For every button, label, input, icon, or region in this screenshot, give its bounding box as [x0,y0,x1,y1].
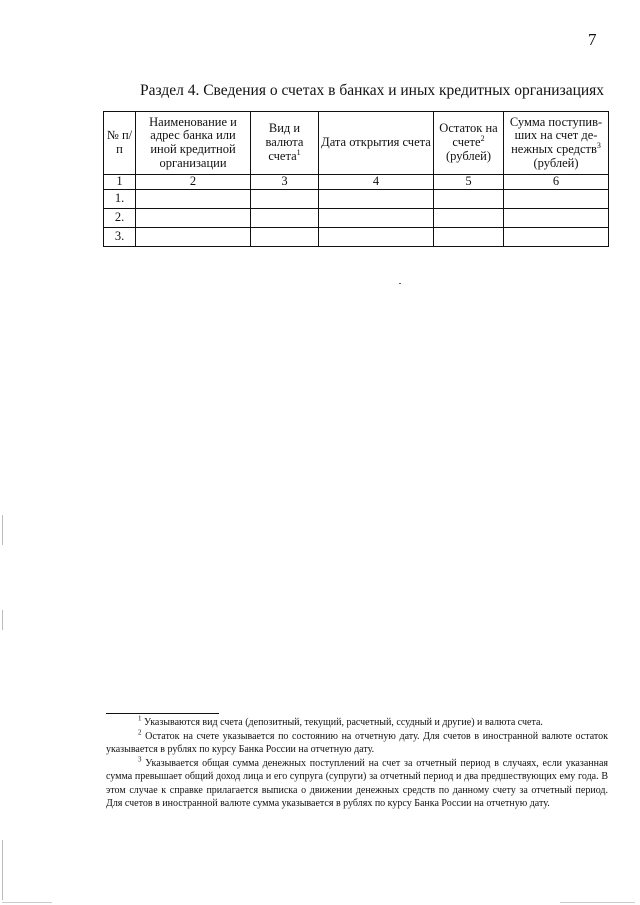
section-title: Раздел 4. Сведения о счетах в банках и иных кредитных организациях [140,82,605,99]
header-col-account-type: Вид и валюта счета$^1$ [251,112,319,175]
cell-open-date[interactable] [319,190,434,209]
cell-open-date[interactable] [319,209,434,228]
scan-artifact [2,515,3,545]
header-col-balance: Остаток на счете$^2$ (рублей) [434,112,504,175]
header-col-bank-name: Наименование и адрес банка или иной кредитной организации [136,112,251,175]
footnote-ref-3: 3 [596,140,601,150]
header-col-sum-received: Сумма поступив-ших на счет де-нежных средств$^3$ (рублей) [504,112,609,175]
footnote-2: $^2$ Остаток на счете указывается по состоянию на отчетную дату. Для счетов в иностранной валюте остаток указывается в рублях по курсу Банка России на отчетную дату. [106,728,609,755]
cell-sum-received[interactable] [504,209,609,228]
footnotes [106,716,608,811]
header-col-number: № п/п [104,112,136,175]
row-index: 2. [104,209,136,228]
cell-bank-name[interactable] [136,209,251,228]
column-number: 5 [434,175,504,190]
cell-bank-name[interactable] [136,228,251,247]
row-index: 1. [104,190,136,209]
footnote-ref-1: 1 [296,147,301,157]
cell-account-type[interactable] [251,190,319,209]
scan-artifact [2,840,3,900]
header-col-open-date: Дата открытия счета [319,112,434,175]
cell-account-type[interactable] [251,228,319,247]
scan-artifact [560,902,635,903]
scan-speck [399,283,401,284]
scan-artifact [2,610,3,630]
footnote-1: $^1$ Указываются вид счета (депозитный, текущий, расчетный, ссудный и другие) и валюта счета. [138,714,543,728]
table-row [104,209,609,228]
cell-bank-name[interactable] [136,190,251,209]
column-number: 2 [136,175,251,190]
table-row [104,190,609,209]
scan-artifact [2,902,52,903]
cell-open-date[interactable] [319,228,434,247]
cell-balance[interactable] [434,209,504,228]
column-number: 4 [319,175,434,190]
cell-balance[interactable] [434,228,504,247]
cell-sum-received[interactable] [504,228,609,247]
table-header-row [104,112,609,175]
table-row [104,228,609,247]
column-numbers-row [104,175,609,190]
cell-account-type[interactable] [251,209,319,228]
footnote-divider [106,713,219,714]
footnote-ref-2: 2 [480,133,485,143]
column-number: 1 [104,175,136,190]
row-index: 3. [104,228,136,247]
bank-accounts-table [103,111,609,247]
column-number: 3 [251,175,319,190]
cell-sum-received[interactable] [504,190,609,209]
cell-balance[interactable] [434,190,504,209]
footnote-3: $^3$ Указывается общая сумма денежных поступлений на счет за отчетный период в случаях, если указанная сумма превышает общий доход лица и его супруга (супруги) за отчетный период и два предшествующих ему года. В этом случае к справке прилагается выписка о движении денежных средств по данному счету за отчетный период. Для счетов в иностранной валюте сумма указывается в рублях по курсу Банка России на отчетную дату. [106,755,608,809]
column-number: 6 [504,175,609,190]
page-number: 7 [588,30,597,49]
